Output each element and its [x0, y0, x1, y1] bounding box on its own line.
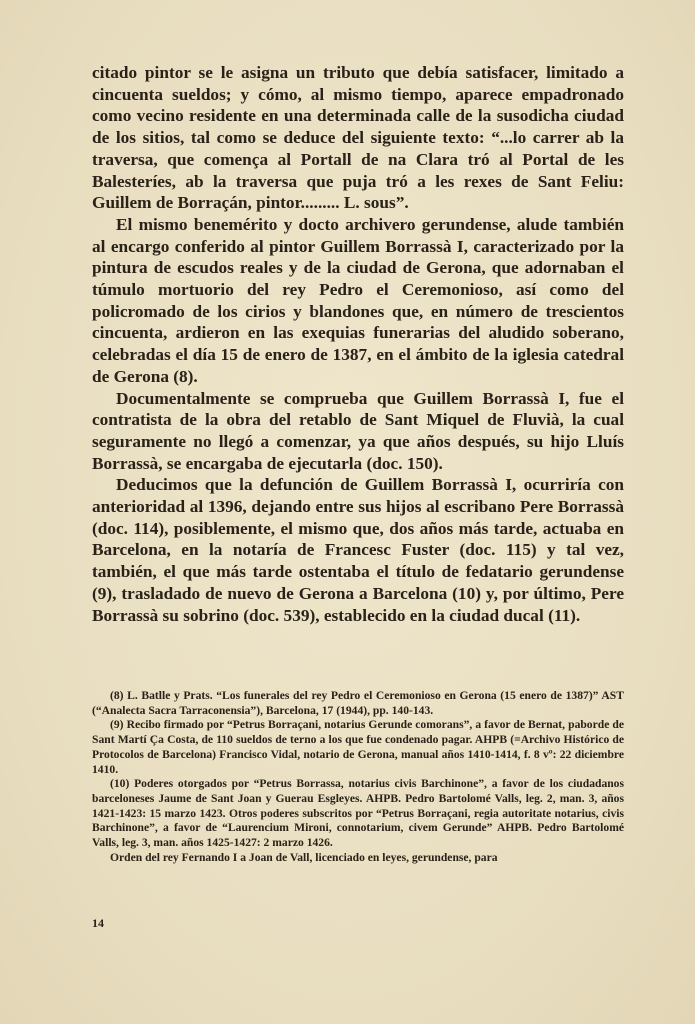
body-text: [92, 62, 624, 626]
paragraph: El mismo benemérito y docto archivero gerundense, alude también al encargo conferido al pintor Guillem Borrassà I, caracterizado por la pintura de escudos reales y de la ciudad de Gerona, que adornaban el túmulo mortuorio del rey Pedro el Ceremonioso, así como del policromado de los cirios y blandones que, en número de trescientos cincuenta, ardieron en las exequias funerarias del aludido soberano, celebradas el día 15 de enero de 1387, en el ámbito de la iglesia catedral de Gerona (8).: [92, 214, 624, 386]
paragraph: Deducimos que la defunción de Guillem Borrassà I, ocurriría con anterioridad al 1396, dejando entre sus hijos al escribano Pere Borrassà (doc. 114), posiblemente, el mismo que, dos años más tarde, actuaba en Barcelona, en la notaría de Francesc Fuster (doc. 115) y tal vez, también, el que más tarde ostentaba el título de fedatario gerundense (9), trasladado de nuevo de Gerona a Barcelona (10) y, por último, Pere Borrassà su sobrino (doc. 539), establecido en la ciudad ducal (11).: [92, 475, 624, 625]
footnote: Orden del rey Fernando I a Joan de Vall, licenciado en leyes, gerundense, para: [110, 850, 498, 864]
footnote: (8) L. Batlle y Prats. “Los funerales del rey Pedro el Ceremonioso en Gerona (15 enero de 1387)” AST (“Analecta Sacra Tarraconensia”), Barcelona, 17 (1944), pp. 140-143.: [92, 689, 624, 717]
paragraph: citado pintor se le asigna un tributo que debía satisfacer, limitado a cincuenta sueldos; y cómo, al mismo tiempo, aparece empadronado como vecino residente en una determinada calle de la susodicha ciudad de los sitios, tal como se deduce del siguiente texto: “...lo carrer ab la traversa, que comença al Portall de na Clara tró al Portal de les Balesteríes, ab la traversa que puja tró a les rexes de Sant Feliu: Guillem de Borraçán, pintor......... L. sous”.: [92, 63, 624, 213]
page-number: 14: [92, 916, 104, 930]
footnote: (10) Poderes otorgados por “Petrus Borrassa, notarius civis Barchinone”, a favor de los ciudadanos barceloneses Jaume de Sant Joan y Guerau Esgleyes. AHPB. Pedro Bartolomé Valls, leg. 2, man. 3, años 1421-1423: 15 marzo 1423. Otros poderes subscritos por “Petrus Borraçani, regia autoritate notarius, civis Barchinone”, a favor de “Laurencium Mironi, connotarium, civem Gerunde” AHPB. Pedro Bartolomé Valls, leg. 3, man. años 1425-1427: 2 marzo 1426.: [92, 777, 624, 850]
footnote: (9) Recibo firmado por “Petrus Borraçani, notarius Gerunde comorans”, a favor de Bernat, paborde de Sant Martí Ça Costa, de 110 sueldos de terno a los que fue condenado pagar. AHPB (=Archivo Histórico de Protocolos de Barcelona) Francisco Vidal, notario de Gerona, manual años 1410-1414, f. 8 vº: 22 diciembre 1410.: [92, 718, 624, 776]
footnotes: [92, 689, 624, 865]
paragraph: Documentalmente se comprueba que Guillem Borrassà I, fue el contratista de la obra del retablo de Sant Miquel de Fluvià, la cual seguramente no llegó a comenzar, ya que años después, su hijo Lluís Borrassà, se encargaba de ejecutarla (doc. 150).: [92, 388, 624, 473]
